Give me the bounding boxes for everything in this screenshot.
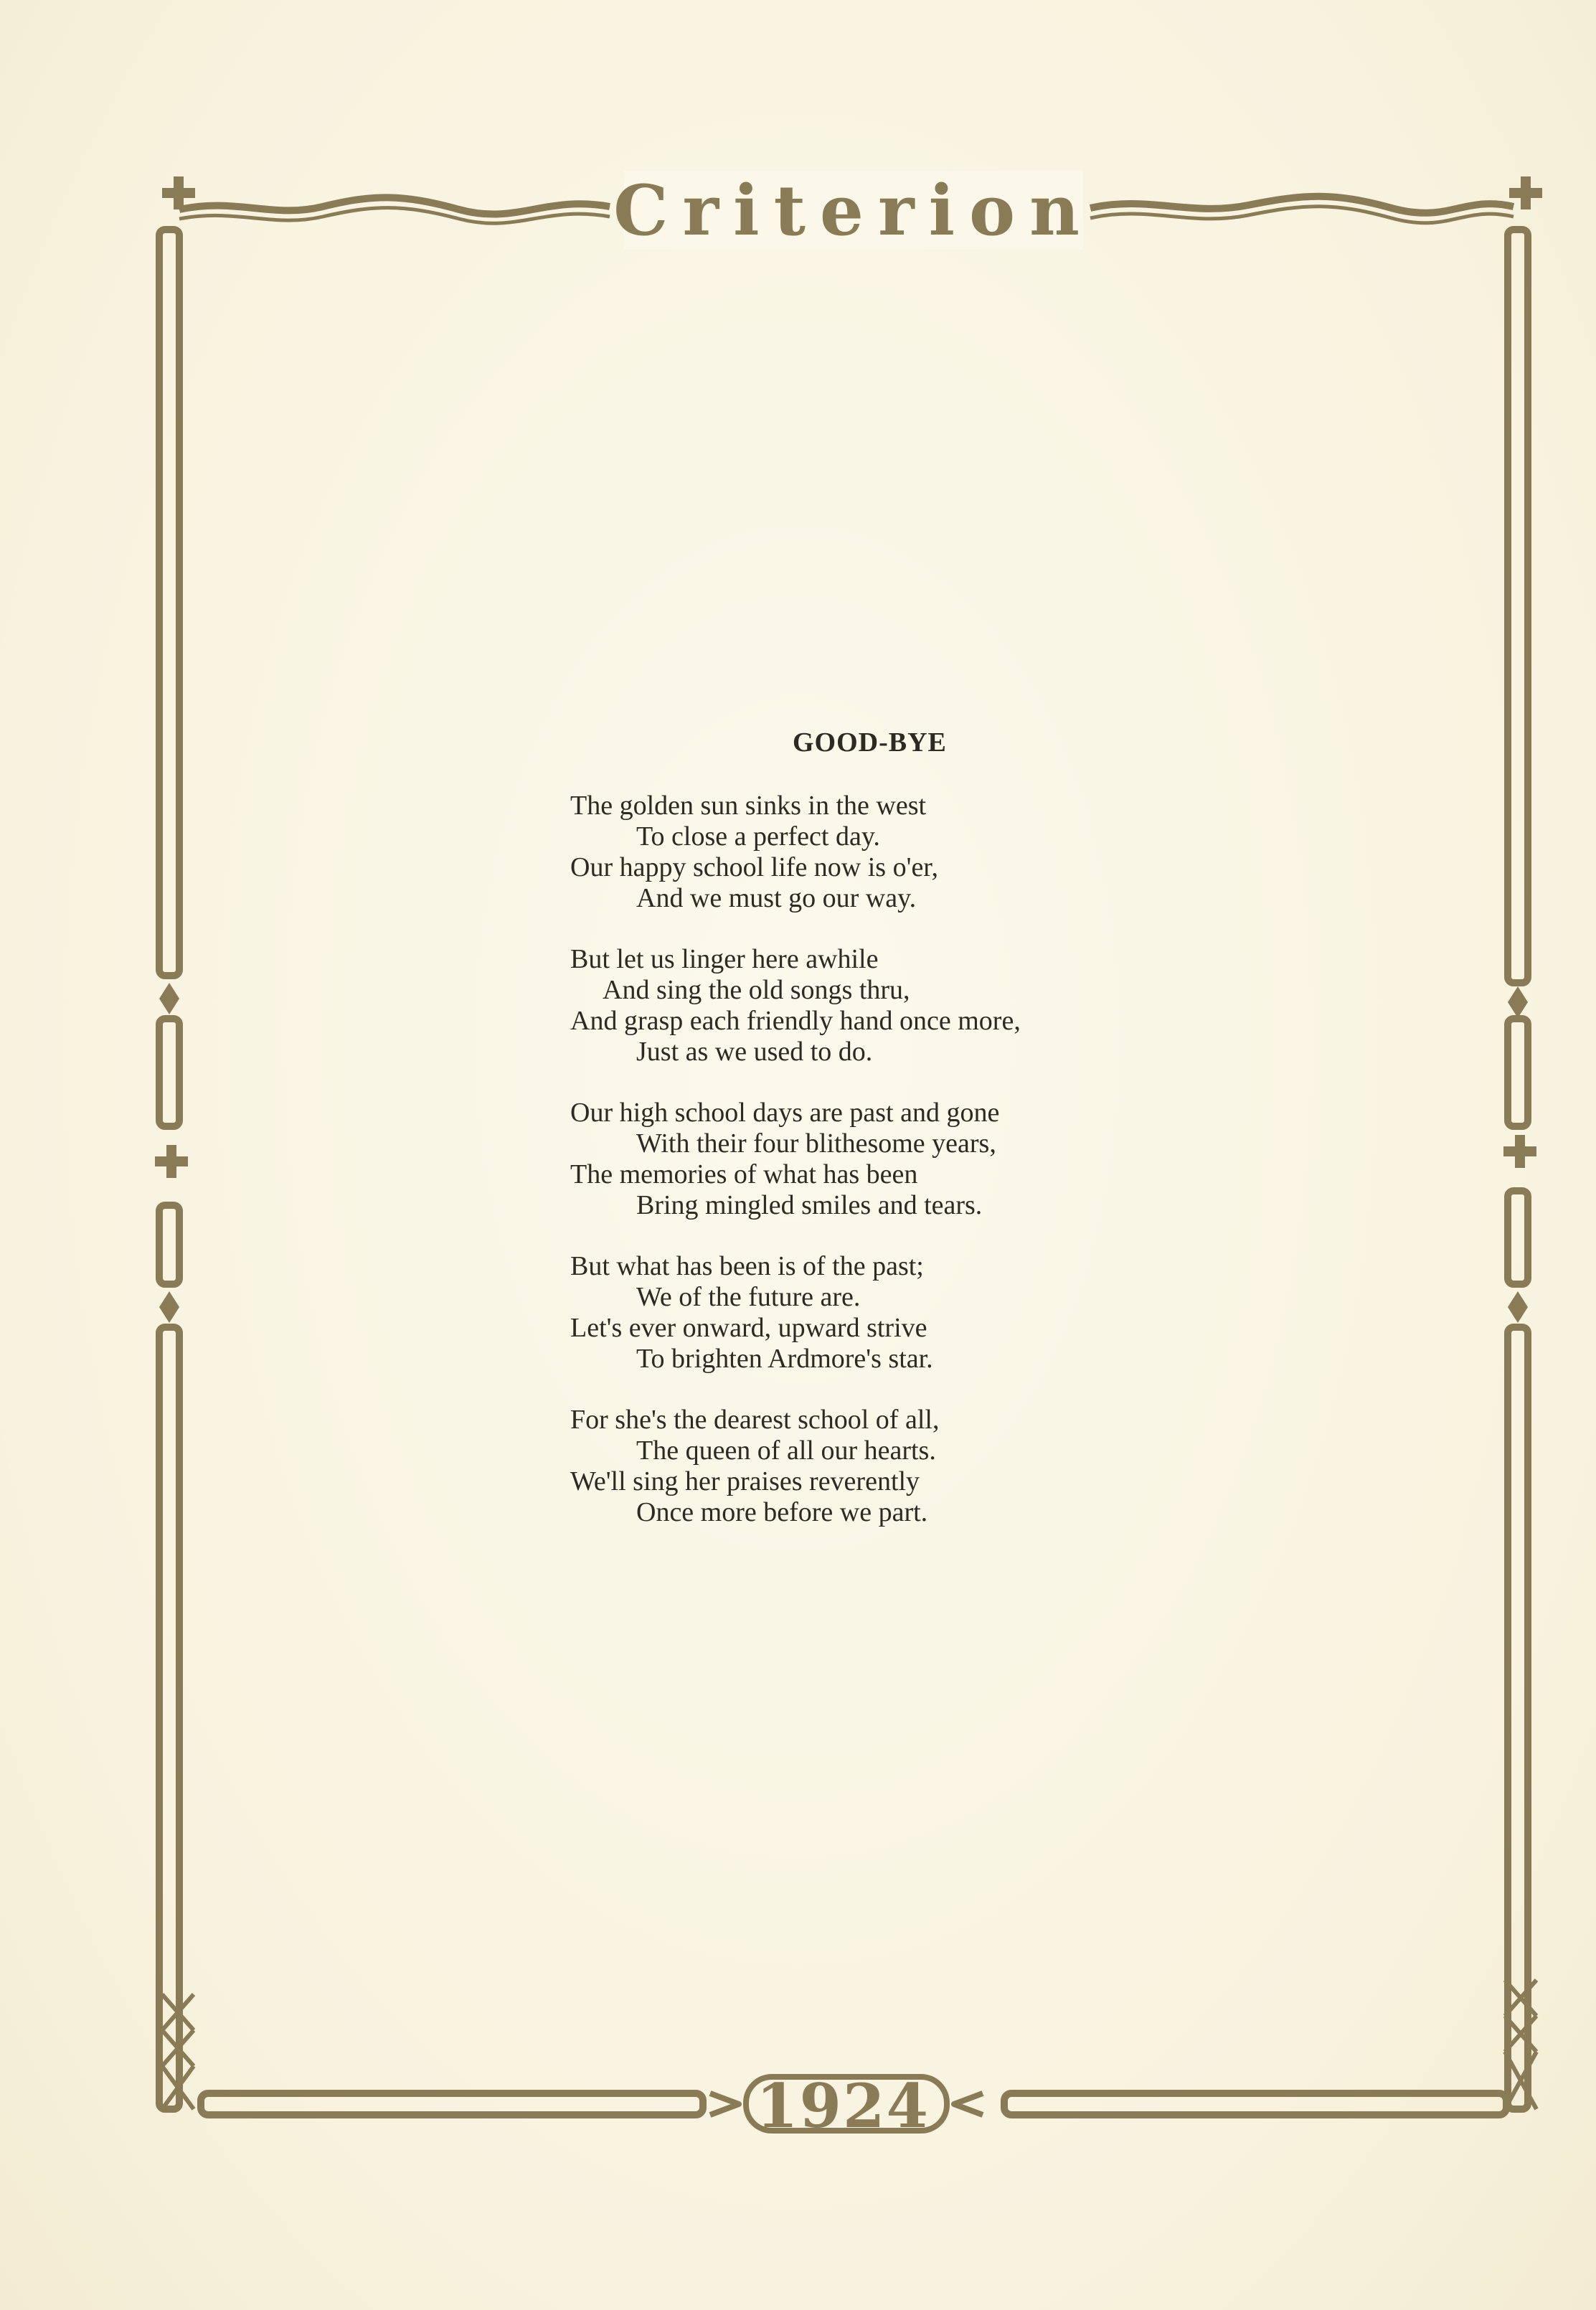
poem-line: But what has been is of the past; xyxy=(570,1251,924,1281)
poem-line: For she's the dearest school of all, xyxy=(570,1405,940,1435)
poem-line: The memories of what has been xyxy=(570,1159,918,1189)
poem-line: Let's ever onward, upward strive xyxy=(570,1313,927,1343)
stanza-1 xyxy=(570,791,1216,914)
poem-line: Once more before we part. xyxy=(636,1497,928,1527)
poem-line: To brighten Ardmore's star. xyxy=(636,1344,933,1374)
poem-line: The golden sun sinks in the west xyxy=(570,791,927,821)
poem-line: Our high school days are past and gone xyxy=(570,1098,1000,1128)
poem-line: And sing the old songs thru, xyxy=(603,975,910,1005)
poem-line: With their four blithesome years, xyxy=(636,1128,996,1159)
poem-line: The queen of all our hearts. xyxy=(636,1436,936,1466)
masthead-title: Criterion xyxy=(613,169,1094,251)
poem-line: But let us linger here awhile xyxy=(570,944,879,974)
poem-line: We of the future are. xyxy=(636,1282,861,1312)
poem-line: And we must go our way. xyxy=(636,883,917,913)
stanza-5 xyxy=(570,1405,1216,1528)
poem-line: Our happy school life now is o'er, xyxy=(570,852,938,882)
poem-line: Just as we used to do. xyxy=(636,1037,873,1067)
poem-line: Bring mingled smiles and tears. xyxy=(636,1190,983,1220)
poem-line: We'll sing her praises reverently xyxy=(570,1466,920,1496)
poem-title: GOOD-BYE xyxy=(793,727,947,758)
year-cartouche: 1924 xyxy=(756,2070,930,2141)
stanza-3 xyxy=(570,1098,1216,1221)
stanza-2 xyxy=(570,944,1216,1067)
poem-line: And grasp each friendly hand once more, xyxy=(570,1006,1021,1036)
poem-line: To close a perfect day. xyxy=(636,821,880,852)
poem xyxy=(570,725,1216,1558)
stanza-4 xyxy=(570,1251,1216,1375)
